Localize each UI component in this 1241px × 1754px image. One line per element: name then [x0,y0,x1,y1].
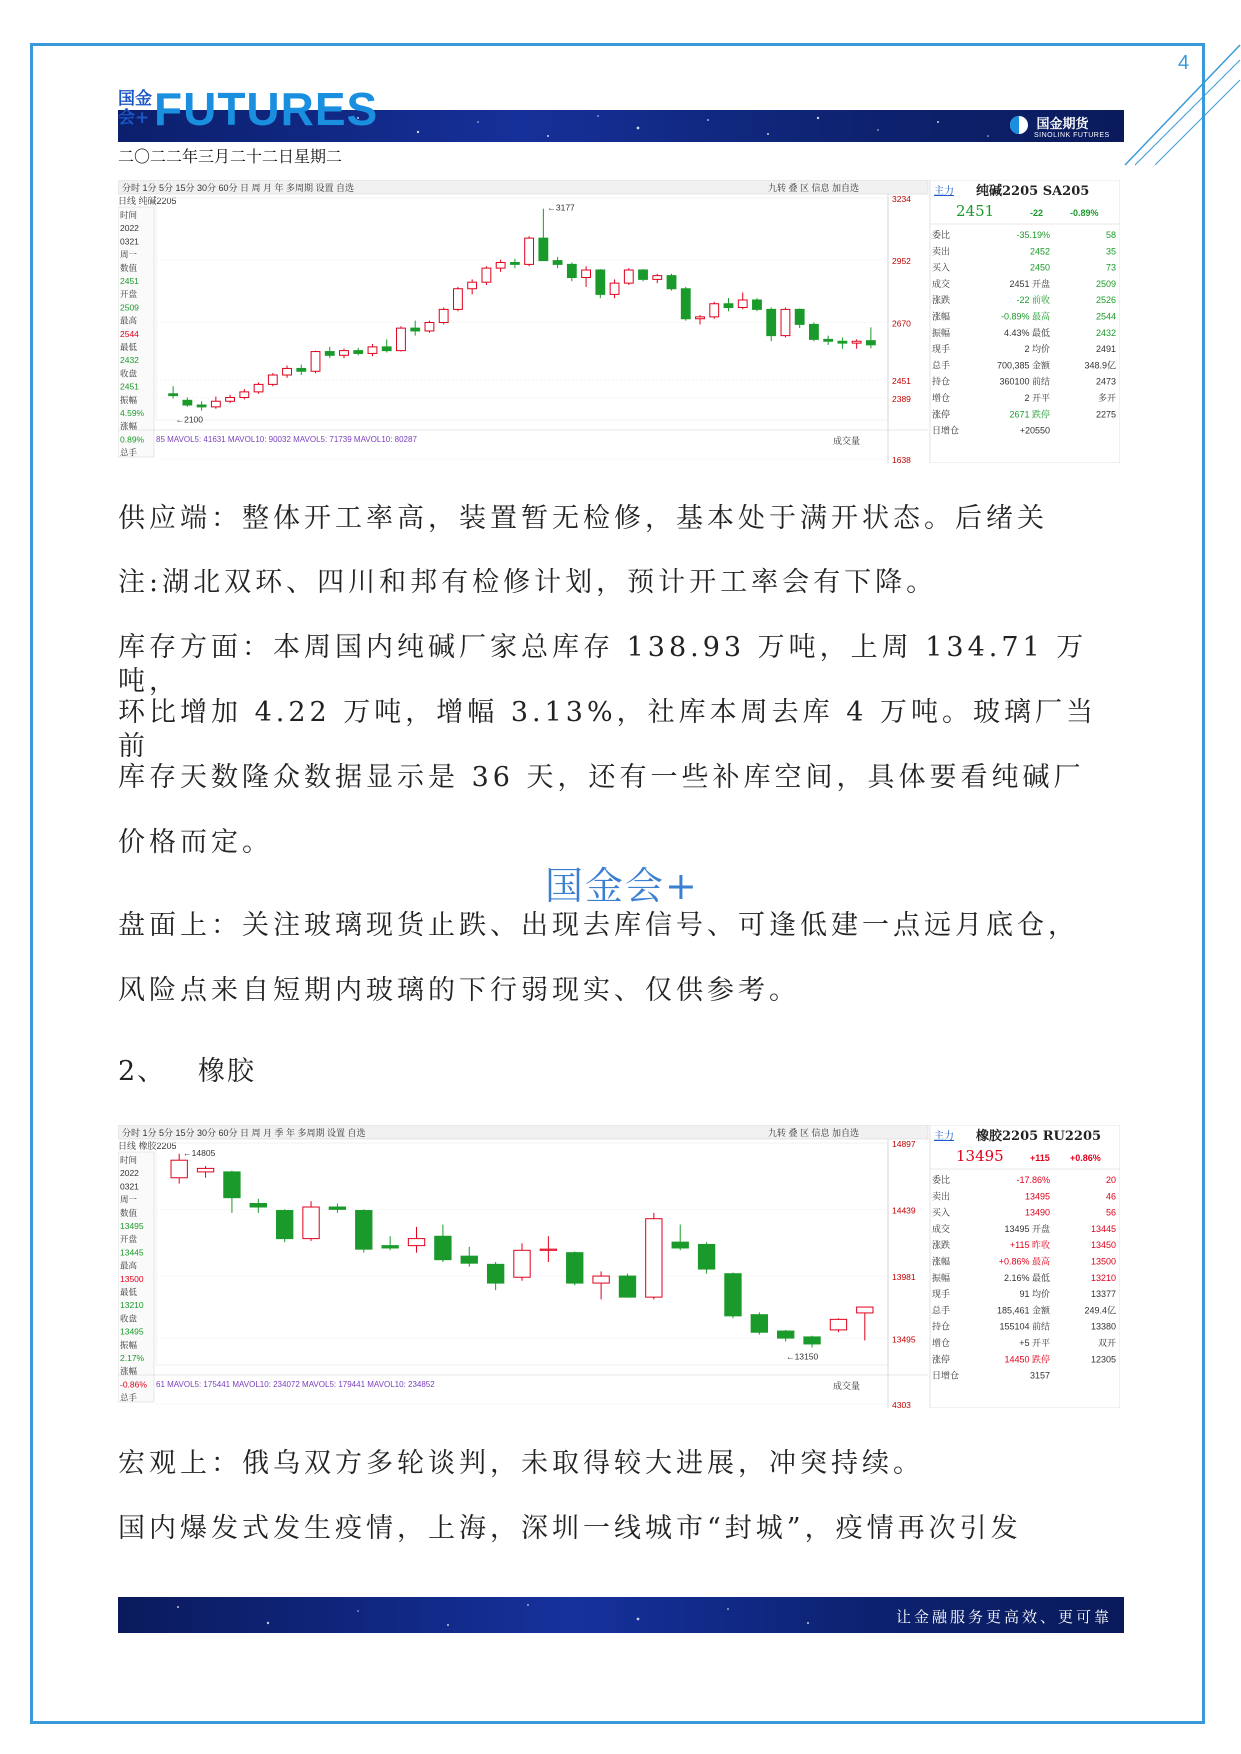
info-panel-text: 0321 [120,1181,139,1192]
candle-body-up [781,309,790,335]
chart-toolbar-tools: 九转 叠 区 信息 加自选 [768,183,860,193]
quote-label: 涨幅 [932,1256,951,1267]
quote-value-right: 73 [1105,262,1116,273]
info-panel-text: 13495 [120,1221,144,1231]
quote-value-right: 2432 [1095,327,1116,338]
quote-value-right: 13500 [1090,1256,1116,1267]
quote-value: +0.86% 最高 [998,1256,1050,1267]
paragraph-inventory-3: 库存天数隆众数据显示是 36 天，还有一些补库空间，具体要看纯碱厂 [118,762,1085,793]
quote-value: 2 均价 [1024,344,1050,355]
quote-value-right: 2526 [1095,295,1116,306]
candle-body-up [468,282,477,289]
info-panel-text: 最高 [120,315,138,326]
info-panel-text: 13210 [120,1300,144,1311]
info-panel-text: 2432 [120,355,139,366]
info-panel-text: 总手 [120,447,138,458]
chart-subtitle: 日线 纯碱2205 [118,196,177,206]
quote-value-right: 2473 [1095,376,1116,387]
quote-value: 700,385 金额 [996,360,1050,371]
quote-value-right: 13377 [1090,1289,1116,1300]
quote-value-right: 13445 [1090,1223,1116,1234]
quote-label: 买入 [932,262,951,273]
instrument-name: 橡胶2205 RU2205 [976,1129,1102,1144]
quote-label: 成交 [932,278,951,289]
paragraph-supply-2: 注:湖北双环、四川和邦有检修计划，预计开工率会有下降。 [118,567,938,598]
info-panel-text: 最高 [120,1260,138,1271]
price-change-pct: +0.86% [1070,1153,1101,1163]
info-panel-text: 0321 [120,236,139,247]
paragraph-market-2: 风险点来自短期内玻璃的下行弱现实、仅供参考。 [118,975,800,1006]
candle-body-down [810,324,819,339]
candle-body-up [254,384,263,392]
candle-body-down [411,328,420,331]
candle-body-down [866,341,875,345]
quote-value: 155104 前结 [999,1321,1050,1332]
quote-value-right: 13210 [1090,1272,1116,1283]
candle-body-down [667,276,676,289]
quote-value: -0.89% 最高 [1000,311,1050,322]
candle-body-down [838,341,847,343]
candle-body-down [751,1315,767,1333]
candle-body-down [553,261,562,265]
quote-label: 卖出 [932,1191,951,1202]
quote-label: 振幅 [932,1272,951,1283]
candle-body-down [250,1204,266,1208]
candle-body-up [646,1219,662,1297]
quote-value: -22 前收 [1016,295,1050,306]
info-panel-text: 2509 [120,302,139,313]
candle-body-up [710,304,719,317]
candle-body-down [596,270,605,294]
quote-label: 涨停 [932,1354,951,1365]
candle-body-up [283,368,292,375]
info-panel-text: 振幅 [120,1339,138,1350]
info-panel-text: 周一 [120,249,138,260]
quote-value-right: 双开 [1097,1338,1116,1348]
y-tick-label: 14439 [892,1205,916,1216]
candle-body-down [382,1246,398,1248]
corner-decoration [1115,40,1241,170]
candle-body-down [753,300,762,309]
quote-value-right: 348.9亿 [1084,360,1116,371]
high-price-label: ←14805 [183,1147,216,1158]
brand-en: FUTURES [154,83,379,135]
quote-value: 2452 [1029,246,1050,257]
candle-body-down [356,1211,372,1250]
instrument-tag: 主力 [934,186,954,197]
quote-value-right: 56 [1105,1207,1116,1218]
info-panel-text: 2022 [120,223,139,234]
quote-value: 14450 跌停 [1004,1354,1050,1365]
candle-body-up [197,1168,213,1172]
y-tick-label: 2670 [892,318,911,329]
info-panel-text: 收盘 [120,368,138,379]
quote-value: 2 开平 [1024,393,1050,403]
info-panel-text: 4.59% [120,408,145,418]
paragraph-market-1: 盘面上：关注玻璃现货止跌、出现去库信号、可逢低建一点远月底仓， [118,910,1079,941]
candle-body-down [778,1331,794,1338]
watermark: 国金会+ [545,864,699,908]
candle-body-down [725,1274,741,1316]
quote-value: 2451 开盘 [1009,278,1050,289]
company-name: 国金期货 [1036,117,1089,132]
info-panel-text: 13495 [120,1326,144,1337]
paragraph-macro-2: 国内爆发式发生疫情，上海，深圳一线城市“封城”，疫情再次引发 [118,1513,1022,1544]
price-change: -22 [1030,208,1044,218]
candle-body-down [224,1172,240,1198]
candle-body-up [482,268,491,282]
quote-value-right: 2491 [1095,344,1116,355]
quote-value-right: 2509 [1095,278,1116,289]
quote-value-right: 249.4亿 [1084,1305,1116,1316]
paragraph-macro-1: 宏观上：俄乌双方多轮谈判，未取得较大进展，冲突持续。 [118,1448,924,1479]
candle-body-down [672,1242,688,1248]
quote-label: 涨跌 [932,295,951,306]
info-panel-text: 2451 [120,381,139,392]
quote-label: 日增仓 [932,425,960,436]
quote-label: 日增仓 [932,1370,960,1381]
quote-value: 3157 [1029,1370,1050,1381]
quote-panel [930,1125,1120,1408]
candle-body-up [653,276,662,280]
candle-body-up [610,283,619,294]
low-price-label: ←2100 [175,414,204,425]
section-heading-rubber: 2、 橡胶 [118,1056,256,1087]
quote-value-right: 2275 [1095,409,1116,420]
candle-body-down [681,289,690,319]
candle-body-up [593,1276,609,1283]
chart-toolbar-periods: 分时 1分 5分 15分 30分 60分 日 周 月 季 年 多周期 设置 自选 [122,1128,366,1138]
candlestick-chart-rubber [118,1125,1120,1408]
info-panel-text: 时间 [120,1155,138,1165]
candle-body-down [197,405,206,407]
quote-label: 总手 [932,1305,951,1316]
quote-label: 成交 [932,1223,951,1234]
info-panel-text: 数值 [120,262,138,273]
info-panel-text: 开盘 [120,289,138,300]
footer-slogan: 让金融服务更高效、更可靠 [895,1608,1112,1626]
candle-body-up [830,1319,846,1330]
candle-body-up [582,270,591,278]
volume-label: 成交量 [833,436,861,446]
candle-body-down [435,1236,451,1259]
paragraph-inventory-2: 环比增加 4.22 万吨，增幅 3.13%，社库本周去库 4 万吨。玻璃厂当前 [118,697,1097,762]
info-panel-text: -0.86% [120,1379,147,1390]
candlestick-chart-soda-ash [118,180,1120,463]
candle-body-down [724,304,733,308]
quote-value: 2450 [1029,262,1050,273]
volume-ma-text: 61 MAVOL5: 175441 MAVOL10: 234072 MAVOL5: 179441 MAVOL10: 234852 [156,1380,435,1389]
quote-value: 13495 开盘 [1004,1223,1050,1234]
candle-body-down [329,1207,345,1209]
low-price-label: ←13150 [786,1351,819,1362]
last-price: 13495 [956,1147,1004,1165]
candle-body-down [767,309,776,335]
brand-cn: 国金会+ [118,89,152,128]
quote-label: 涨幅 [932,311,951,322]
price-change: +115 [1030,1153,1050,1163]
chart-subtitle: 日线 橡胶2205 [118,1141,177,1151]
y-tick-label: 13981 [892,1272,916,1283]
quote-value: -35.19% [1016,230,1050,240]
volume-label: 成交量 [833,1381,861,1391]
candle-body-down [795,309,804,324]
quote-label: 持仓 [932,1321,951,1332]
candle-body-up [226,398,235,402]
candle-body-up [211,401,220,407]
info-panel-text: 最低 [120,342,138,352]
quote-value-right: 13380 [1090,1321,1116,1332]
candle-body-down [567,264,576,277]
chart-toolbar-periods: 分时 1分 5分 15分 30分 60分 日 周 月 年 多周期 设置 自选 [122,183,355,193]
info-panel-text: 时间 [120,210,138,220]
quote-value-right: 35 [1105,246,1116,257]
info-panel-text: 13445 [120,1247,144,1258]
candle-body-up [397,328,406,351]
info-panel-text: 数值 [120,1207,138,1218]
y-tick-label: 2952 [892,256,911,267]
quote-value: 91 均价 [1019,1289,1050,1300]
quote-label: 卖出 [932,246,951,257]
quote-label: 委比 [932,1175,951,1185]
chart-rubber [118,1125,1120,1408]
info-panel-text: 周一 [120,1194,138,1205]
candle-body-up [514,1250,530,1277]
paragraph-inventory-1: 库存方面：本周国内纯碱厂家总库存 138.93 万吨，上周 134.71 万吨， [118,632,1088,697]
quote-value-right: 13450 [1090,1240,1116,1251]
info-panel-text: 13500 [120,1273,144,1284]
candle-body-down [461,1256,477,1263]
quote-label: 现手 [932,1289,951,1300]
candle-body-down [567,1253,583,1283]
quote-label: 总手 [932,360,951,371]
candle-body-up [857,1307,873,1313]
info-panel-text: 2.17% [120,1353,145,1363]
y-tick-label: 14897 [892,1139,916,1149]
info-panel-text: 总手 [120,1392,138,1403]
high-price-label: ←3177 [547,202,575,213]
company-logo-icon [1010,116,1028,134]
volume-ma-text: 85 MAVOL5: 41631 MAVOL10: 90032 MAVOL5: 71739 MAVOL10: 80287 [156,435,417,444]
candle-body-up [696,317,705,319]
info-panel-text: 开盘 [120,1234,138,1245]
candle-body-up [738,300,747,308]
candle-body-down [619,1276,635,1297]
info-panel-text: 2544 [120,328,139,339]
quote-label: 增仓 [932,1338,951,1348]
quote-value: 13495 [1024,1191,1050,1202]
quote-value: 185,461 金额 [996,1305,1050,1316]
candle-body-up [852,341,861,343]
instrument-tag: 主力 [934,1131,954,1142]
candle-body-up [340,351,349,356]
candle-body-up [454,289,463,310]
info-panel-text: 2022 [120,1168,139,1179]
info-panel-text: 最低 [120,1287,138,1297]
candle-body-down [804,1337,820,1344]
quote-value-right: 多开 [1097,393,1116,403]
quote-label: 增仓 [932,393,951,403]
candle-body-down [539,238,548,261]
candle-body-up [624,270,633,283]
report-date: 二〇二二年三月二十二日星期二 [118,147,343,166]
quote-value: 13490 [1024,1207,1050,1218]
candle-body-down [824,339,833,341]
candle-body-down [639,270,648,279]
candle-body-down [698,1244,714,1269]
page-number: 4 [1178,52,1190,74]
candle-body-up [240,392,249,398]
chart-toolbar-tools: 九转 叠 区 信息 加自选 [768,1128,860,1138]
candle-body-down [297,368,306,371]
quote-label: 委比 [932,230,951,240]
candle-body-down [510,263,519,265]
candle-body-up [408,1239,424,1246]
candle-body-down [382,347,391,351]
y-tick-label: 1638 [892,455,911,463]
quote-panel [930,180,1120,463]
candle-body-up [368,347,377,354]
candle-body-up [268,375,277,384]
candle-body-down [183,400,192,405]
paragraph-supply-1: 供应端：整体开工率高，装置暂无检修，基本处于满开状态。后绪关 [118,503,1048,534]
quote-label: 持仓 [932,376,951,387]
paragraph-inventory-4: 价格而定。 [118,827,273,858]
info-panel-text: 涨幅 [120,421,138,432]
info-panel-text: 0.89% [120,434,145,445]
candle-body-down [487,1264,503,1283]
quote-label: 买入 [932,1207,951,1218]
quote-value: 360100 前结 [999,376,1050,387]
company-name-en: SINOLINK FUTURES [1034,131,1110,139]
instrument-name: 纯碱2205 SA205 [976,184,1090,199]
candle-body-up [303,1207,319,1239]
candle-body-up [525,238,534,264]
info-panel-text: 收盘 [120,1313,138,1324]
candle-body-up [496,263,505,269]
quote-value: +5 开平 [1019,1338,1050,1348]
candle-body-down [276,1211,292,1239]
quote-value-right: 2544 [1095,311,1116,322]
candle-body-up [171,1160,187,1178]
candle-body-down [354,351,363,354]
candle-body-up [439,309,448,322]
quote-value: -17.86% [1016,1175,1050,1185]
info-panel-text: 振幅 [120,394,138,405]
y-tick-label: 2451 [892,376,911,387]
last-price: 2451 [956,202,995,220]
quote-label: 振幅 [932,327,951,338]
candle-body-down [325,352,334,356]
quote-value-right: 46 [1105,1191,1116,1202]
info-panel-text: 2451 [120,276,139,286]
candle-body-down [169,394,178,396]
candle-body-up [311,352,320,372]
footer-band [118,1597,1124,1633]
info-panel-text: 涨幅 [120,1366,138,1377]
y-tick-label: 3234 [892,194,911,204]
quote-value: +20550 [1019,425,1050,436]
price-change-pct: -0.89% [1070,208,1099,218]
company-logo [1010,113,1110,139]
quote-value-right: 20 [1105,1175,1116,1185]
quote-value: 2.16% 最低 [1003,1272,1050,1283]
quote-value-right: 12305 [1090,1354,1116,1365]
y-tick-label: 13495 [892,1334,916,1345]
quote-value: +115 昨收 [1009,1240,1050,1251]
chart-soda-ash [118,180,1120,463]
quote-value-right: 58 [1105,230,1116,240]
quote-label: 涨停 [932,409,951,420]
quote-label: 涨跌 [932,1240,951,1251]
quote-label: 现手 [932,344,951,355]
y-tick-label: 4303 [892,1400,911,1408]
quote-value: 2671 跌停 [1009,409,1050,420]
y-tick-label: 2389 [892,393,911,404]
candle-body-up [540,1249,556,1250]
candle-body-up [425,323,434,331]
quote-value: 4.43% 最低 [1003,327,1050,338]
